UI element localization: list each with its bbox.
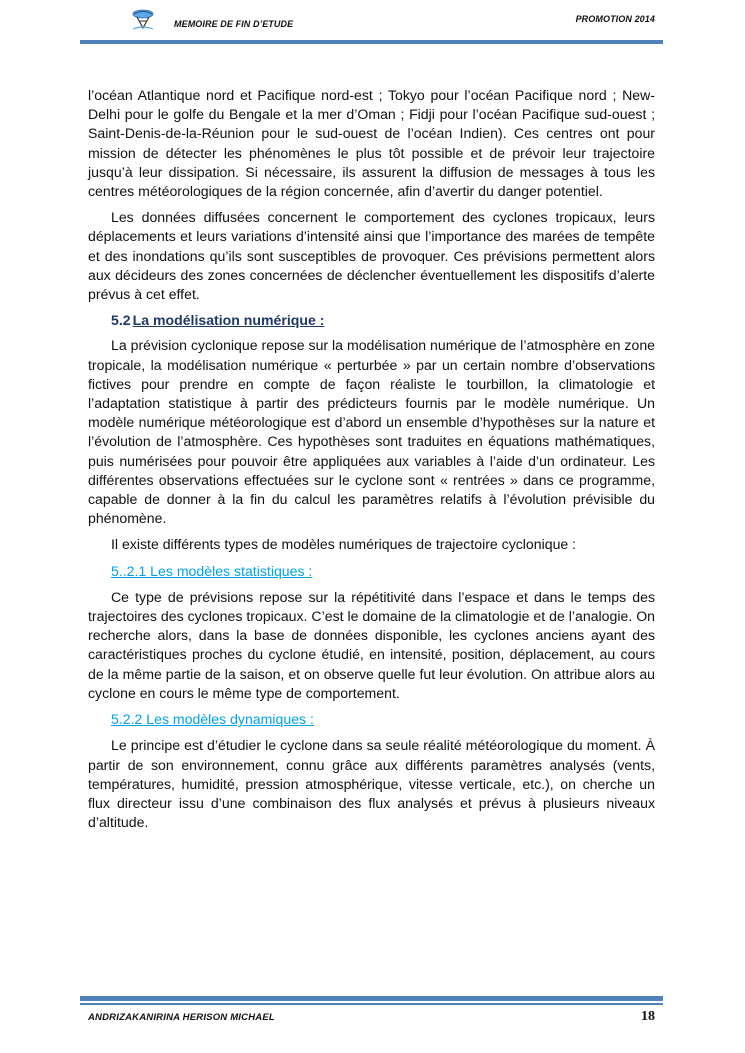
page-header (0, 0, 745, 50)
section-number: 5.2 (111, 312, 131, 329)
university-logo-icon (128, 8, 158, 32)
section-heading (111, 311, 655, 330)
subsection-heading-dynamic: 5.2.2 Les modèles dynamiques : (111, 711, 314, 728)
footer-author: ANDRIZAKANIRINA HERISON MICHAEL (88, 1012, 275, 1023)
paragraph-5: Ce type de prévisions repose sur la répétitivité dans l’espace et dans le temps des trajectoires des cyclones tropicaux. C’est le domaine de la climatologie et de l’analogie. On recherche alors, dans la base de données disponible, les cyclones anciens ayant des caractéristiques proches du cyclone étudié, en intensité, position, déplacement, au cours de la même partie de la saison, et on observe quelle fut leur évolution. On attribue alors au cyclone en cours le même type de comportement. (88, 588, 655, 701)
subsection-heading-statistical: 5..2.1 Les modèles statistiques : (111, 562, 313, 579)
paragraph-3: La prévision cyclonique repose sur la modélisation numérique de l’atmosphère en zone tropicale, la modélisation numérique « perturbée » par un certain nombre d’observations fictives pour prendre en compte de façon réaliste le tourbillon, la climatologie et l’adaptation statistique à partir des prédicteurs fournis par le modèle numérique. Un modèle numérique météorologique est d’abord un ensemble d’hypothèses sur la nature et l’évolution de l’atmosphère. Ces hypothèses sont traduites en équations mathématiques, puis numérisées pour pouvoir être appliquées aux variables à l’aide d’un ordinateur. Les différentes observations effectuées sur le cyclone sont « rentrées » dans ce programme, capable de donner à la fin du calcul les paramètres relatifs à l’évolution prévisible du phénomène. (88, 337, 655, 527)
paragraph-4: Il existe différents types de modèles numériques de trajectoire cyclonique : (111, 536, 577, 553)
header-title: MEMOIRE DE FIN D’ETUDE (174, 19, 294, 29)
paragraph-2: Les données diffusées concernent le comportement des cyclones tropicaux, leurs déplacements et leurs variations d’intensité ainsi que l’importance des marées de tempête et des inondations qu’ils sont susceptibles de provoquer. Ces prévisions permettent alors aux décideurs des zones concernées de déclencher éventuellement les dispositifs d’alerte prévus à cet effet. (88, 209, 655, 303)
page-content (88, 86, 655, 839)
footer-divider (80, 996, 663, 1001)
footer-divider-thin (80, 1003, 663, 1005)
header-promotion: PROMOTION 2014 (575, 14, 655, 24)
section-title: La modélisation numérique : (132, 312, 325, 329)
paragraph-6: Le principe est d’étudier le cyclone dans sa seule réalité météorologique du moment. À partir de son environnement, connu grâce aux différents paramètres analysés (vents, températures, humidité, pression atmosphérique, vitesse verticale, etc.), on cherche un flux directeur issu d’une combinaison des flux analysés et prévus à plusieurs niveaux d’altitude. (88, 737, 655, 831)
header-divider (80, 40, 663, 44)
page-number: 18 (641, 1009, 655, 1024)
paragraph-1: l’océan Atlantique nord et Pacifique nord-est ; Tokyo pour l’océan Pacifique nord ; New-Delhi pour le golfe du Bengale et la mer d’Oman ; Fidji pour l’océan Pacifique sud-ouest ; Saint-Denis-de-la-Réunion pour le sud-ouest de l’océan Indien). Ces centres ont pour mission de détecter les phénomènes le plus tôt possible et de prévoir leur trajectoire jusqu’à leur dissipation. Si nécessaire, ils assurent la diffusion de messages à tous les centres météorologiques de la région concernée, afin d’avertir du danger potentiel. (88, 87, 655, 200)
